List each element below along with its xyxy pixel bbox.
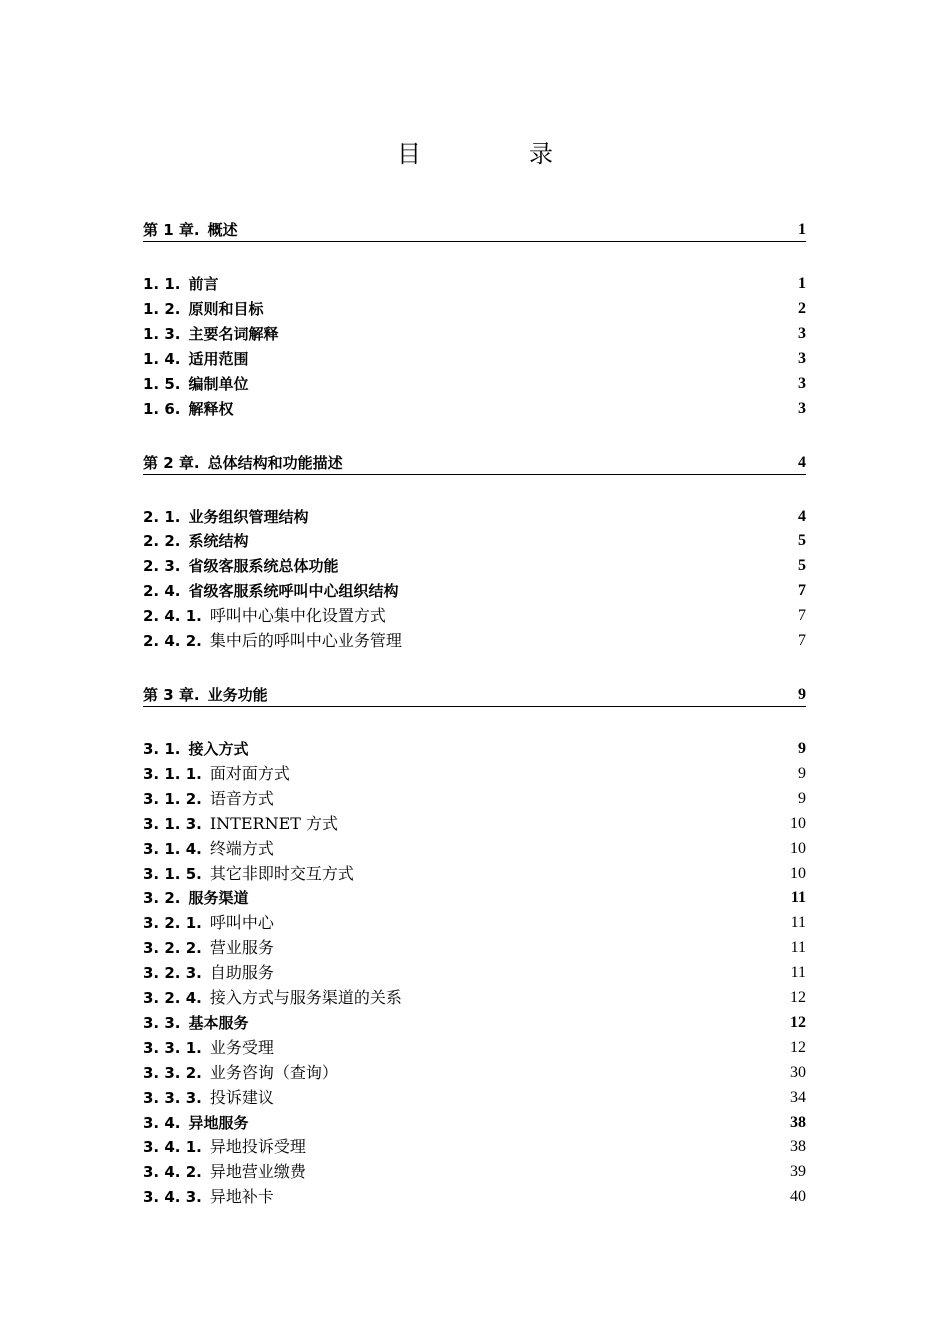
entry-number: 2. 4. [143,582,181,601]
entry-number: 3. 1. 5. [143,864,202,883]
toc-subsection-entry[interactable] [143,813,806,835]
toc-section-entry[interactable] [143,738,806,760]
entry-number: 3. 1. 4. [143,839,202,858]
toc-section-entry[interactable] [143,1112,806,1134]
entry-number: 3. 3. 1. [143,1038,202,1057]
entry-number: 1. 4. [143,349,181,368]
entry-title: 异地服务 [188,1113,249,1132]
entry-title: 前言 [188,275,219,293]
entry-title: 异地营业缴费 [209,1162,306,1182]
entry-number: 3. 2. [143,889,181,908]
entry-page-number: 12 [790,1013,806,1031]
entry-page-number: 40 [790,1188,806,1206]
entry-title: 业务受理 [209,1037,274,1057]
entry-number: 3. 4. 2. [143,1163,202,1182]
entry-title: 概述 [207,221,238,239]
toc-section-entry[interactable] [143,887,806,909]
entry-page-number: 12 [790,1038,806,1056]
entry-page-number: 11 [790,939,806,957]
entry-page-number: 3 [798,399,806,417]
entry-number: 3. 2. 4. [143,989,202,1007]
entry-page-number: 10 [790,864,806,882]
entry-number: 3. 1. 1. [143,764,202,783]
entry-title: 营业服务 [209,938,274,958]
entry-page-number: 7 [798,632,806,649]
toc-title: 目 录 [397,140,595,168]
toc-subsection-entry[interactable] [143,605,806,627]
entry-title: 呼叫中心 [209,913,274,933]
entry-title: 省级客服系统呼叫中心组织结构 [188,582,399,601]
entry-title: 业务咨询（查询） [209,1062,338,1082]
entry-number: 第 3 章. [143,686,200,704]
entry-number: 3. 1. 2. [143,789,202,808]
entry-number: 2. 2. [143,532,181,551]
toc-subsection-entry[interactable] [143,788,806,810]
toc-section-entry[interactable] [143,273,806,295]
toc-section-entry[interactable] [143,1012,806,1034]
entry-title: 呼叫中心集中化设置方式 [209,606,386,626]
toc-chapter-entry[interactable] [143,219,806,242]
toc-subsection-entry[interactable] [143,838,806,860]
entry-page-number: 10 [790,814,806,832]
toc-chapter-entry[interactable] [143,684,806,707]
entry-page-number: 10 [790,839,806,857]
toc-section-entry[interactable] [143,506,806,528]
entry-page-number: 9 [798,789,806,807]
entry-number: 3. 4. 3. [143,1188,202,1207]
entry-page-number: 9 [798,764,806,782]
entry-page-number: 38 [790,1138,806,1156]
toc-chapter-entry[interactable] [143,452,806,475]
entry-page-number: 4 [798,507,806,525]
entry-title: 基本服务 [188,1013,249,1032]
entry-number: 3. 3. 2. [143,1063,202,1082]
entry-title: 业务组织管理结构 [188,507,309,526]
entry-title: 集中后的呼叫中心业务管理 [209,631,402,650]
toc-section-entry[interactable] [143,580,806,602]
entry-page-number: 3 [798,374,806,392]
entry-number: 3. 4. [143,1113,181,1132]
entry-page-number: 1 [798,221,806,238]
toc-subsection-entry[interactable] [143,863,806,885]
entry-number: 3. 2. 2. [143,939,202,958]
entry-number: 2. 1. [143,507,181,526]
entry-page-number: 7 [798,582,806,600]
entry-page-number: 12 [790,989,806,1006]
entry-page-number: 3 [798,349,806,367]
entry-title: 总体结构和功能描述 [207,453,343,472]
entry-title: 业务功能 [207,686,268,704]
entry-number: 1. 2. [143,299,181,318]
entry-page-number: 9 [798,740,806,757]
entry-number: 2. 4. 1. [143,607,202,626]
entry-page-number: 2 [798,299,806,317]
entry-number: 3. 3. 3. [143,1088,202,1107]
toc-section-entry[interactable] [143,373,806,395]
entry-title: 投诉建议 [209,1087,274,1107]
entry-page-number: 7 [798,607,806,625]
entry-page-number: 11 [790,914,806,932]
entry-title: 主要名词解释 [188,324,279,343]
entry-page-number: 30 [790,1063,806,1081]
toc-subsection-entry[interactable] [143,1186,806,1208]
entry-number: 第 1 章. [143,221,200,239]
entry-number: 3. 3. [143,1013,181,1032]
entry-page-number: 38 [790,1113,806,1131]
toc-section-entry[interactable] [143,323,806,345]
entry-title: 省级客服系统总体功能 [188,557,339,576]
entry-title: 系统结构 [188,532,249,551]
entry-number: 1. 3. [143,324,181,343]
toc-subsection-entry[interactable] [143,912,806,934]
entry-number: 3. 1. [143,740,181,758]
entry-page-number: 11 [790,964,806,982]
toc-section-entry[interactable] [143,398,806,420]
entry-title: 语音方式 [209,788,274,808]
toc-subsection-entry[interactable] [143,937,806,959]
entry-number: 1. 5. [143,374,181,393]
entry-number: 3. 2. 3. [143,964,202,983]
entry-page-number: 5 [798,557,806,575]
entry-page-number: 3 [798,324,806,342]
entry-title: 自助服务 [209,963,274,983]
toc-section-entry[interactable] [143,530,806,552]
entry-page-number: 9 [798,686,806,703]
entry-page-number: 1 [798,275,806,292]
toc-section-entry[interactable] [143,555,806,577]
entry-title: 原则和目标 [188,299,264,318]
entry-title: 服务渠道 [188,889,249,908]
toc-subsection-entry[interactable] [143,1037,806,1059]
entry-number: 2. 4. 2. [143,632,202,650]
entry-number: 1. 1. [143,275,181,293]
entry-title: 接入方式与服务渠道的关系 [209,988,402,1007]
entry-number: 1. 6. [143,399,181,418]
toc-subsection-entry[interactable] [143,1161,806,1183]
entry-page-number: 4 [798,453,806,471]
toc-subsection-entry[interactable] [143,962,806,984]
entry-title: 异地补卡 [209,1187,274,1207]
entry-number: 3. 2. 1. [143,914,202,933]
entry-title: 面对面方式 [209,763,290,783]
entry-title: 解释权 [188,399,234,418]
toc-subsection-entry[interactable] [143,630,806,652]
toc-subsection-entry[interactable] [143,987,806,1009]
entry-number: 3. 1. 3. [143,814,202,833]
toc-section-entry[interactable] [143,348,806,370]
entry-page-number: 11 [790,889,806,907]
entry-page-number: 39 [790,1163,806,1181]
toc-section-entry[interactable] [143,298,806,320]
entry-number: 2. 3. [143,557,181,576]
entry-title: 异地投诉受理 [209,1137,306,1157]
toc-subsection-entry[interactable] [143,763,806,785]
entry-number: 第 2 章. [143,453,200,472]
toc-subsection-entry[interactable] [143,1136,806,1158]
toc-subsection-entry[interactable] [143,1062,806,1084]
entry-number: 3. 4. 1. [143,1138,202,1157]
entry-title: INTERNET 方式 [209,813,339,833]
entry-title: 接入方式 [188,740,249,758]
entry-page-number: 34 [790,1088,806,1106]
entry-page-number: 5 [798,532,806,550]
entry-title: 编制单位 [188,374,249,393]
entry-title: 终端方式 [209,838,274,858]
entry-title: 适用范围 [188,349,249,368]
entry-title: 其它非即时交互方式 [209,863,354,883]
toc-subsection-entry[interactable] [143,1087,806,1109]
